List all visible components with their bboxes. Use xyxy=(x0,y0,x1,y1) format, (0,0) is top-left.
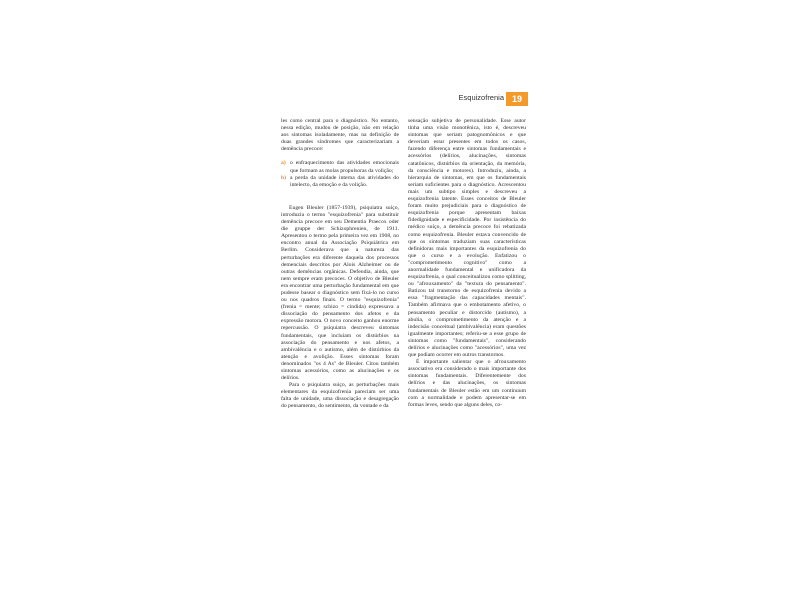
criteria-list xyxy=(281,160,399,188)
right-paragraph-2: É importante salientar que o afrouxamento associativo era considerado o mais importante dos sintomas fundamentais. Diferentemente dos delírios e das alucinações, os sintomas fundamentais de Bleuler estão em um continuum com a normalidade e podem apresentar-se em formas leves, sendo que alguns deles, co- xyxy=(408,359,526,408)
list-item xyxy=(281,175,399,189)
left-column xyxy=(281,118,399,411)
list-item xyxy=(281,160,399,174)
page-number: 19 xyxy=(506,92,528,106)
left-paragraph-1: les como central para o diagnóstico. No entanto, nessa edição, mudou de posição, não em relação aos sintomas isoladamente, mas na definição de duas grandes síndromes que caracterizariam a demência precoce: xyxy=(281,118,399,153)
list-item-text: o enfraquecimento das atividades emocionais que formam as molas propulsoras da volição; xyxy=(290,160,399,174)
running-title: Esquizofrenia xyxy=(458,93,504,102)
page-header xyxy=(459,92,528,106)
right-column xyxy=(408,118,526,409)
left-paragraph-2: Eugen Bleuler (1857-1939), psiquiatra suíço, introduziu o termo "esquizofrenia" para substituir demência precoce em seu Dementia Praecox oder die gruppe der Schizophrenien, de 1911. Apresentou o termo pela primeira vez em 1908, no encontro anual da Associação Psiquiátrica em Berlim. Considerava que a natureza das perturbações era diferente daquela dos processos demenciais descritos por Alois Alzheimer ou de outras demências orgânicas. Defendia, ainda, que nem sempre eram precoces. O objetivo de Bleuler era encontrar uma perturbação fundamental em que pudesse basear o diagnóstico sem fixá-lo no curso ou nos quadros finais. O termo "esquizofrenia" (frenia = mente; schizo = cindida) expressava a dissociação do pensamento dos afetos e da expressão motora. O novo conceito ganhou enorme repercussão. O psiquiatra descreveu sintomas fundamentais, que incluíam os distúrbios na associação do pensamento e nos afetos, a ambivalência e o autismo, além de distúrbios da atenção e avolição. Esses sintomas foram denominados "os 4 As" de Bleuler. Citou também sintomas acessórios, como as alucinações e os delírios. xyxy=(281,204,399,382)
list-marker: b) xyxy=(281,174,287,181)
right-paragraph-1: sensação subjetiva de personalidade. Esse autor tinha uma visão monotênica, isto é, descreveu sintomas que seriam patognomônicos e que deveriam estar presentes em todos os casos, fazendo diferença entre sintomas fundamentais e acessórios (delírios, alucinações, sintomas catatônicos, distúrbios da orientação, da memória, da consciência e motores). Introduziu, ainda, a hierarquia de sintomas, em que os fundamentais seriam suficientes para o diagnóstico. Acrescentou mais um subtipo simples e descreveu a esquizofrenia latente. Esses conceitos de Bleuler foram muito prejudiciais para o diagnóstico de esquizofrenia porque apresentam baixas fidedignidade e especificidade. Por insistência do médico suíço, a demência precoce foi rebatizada como esquizofrenia. Bleuler estava convencido de que os sintomas traduziam suas características definidoras mais importantes da esquizofrenia do que o curso e a evolução. Enfatizou o "comprometimento cognitivo" como a anormalidade fundamental e unificadora da esquizofrenia, o qual conceitualizou como splitting, ou "afrouxamento" da "textura do pensamento". Batizou tal transtorno de esquizofrenia devido a essa "fragmentação das capacidades mentais". Também afirmava que o embotamento afetivo, o pensamento peculiar e distorcido (autismo), a abulia, o comprometimento da atenção e a indecisão conceitual (ambivalência) eram questões igualmente importantes; referiu-se a esse grupo de sintomas como "fundamentais", considerando delírios e alucinações como "acessórios", uma vez que podiam ocorrer em outros transtornos. xyxy=(408,118,526,359)
list-item-text: a perda da unidade interna das atividades do intelecto, da emoção e da volição. xyxy=(290,174,399,188)
left-paragraph-3: Para o psiquiatra suíço, as perturbações mais elementares da esquizofrenia pareciam ser uma falta de unidade, uma dissociação e desagregação do pensamento, do sentimento, da vontade e da xyxy=(281,382,399,410)
list-marker: a) xyxy=(281,160,286,167)
